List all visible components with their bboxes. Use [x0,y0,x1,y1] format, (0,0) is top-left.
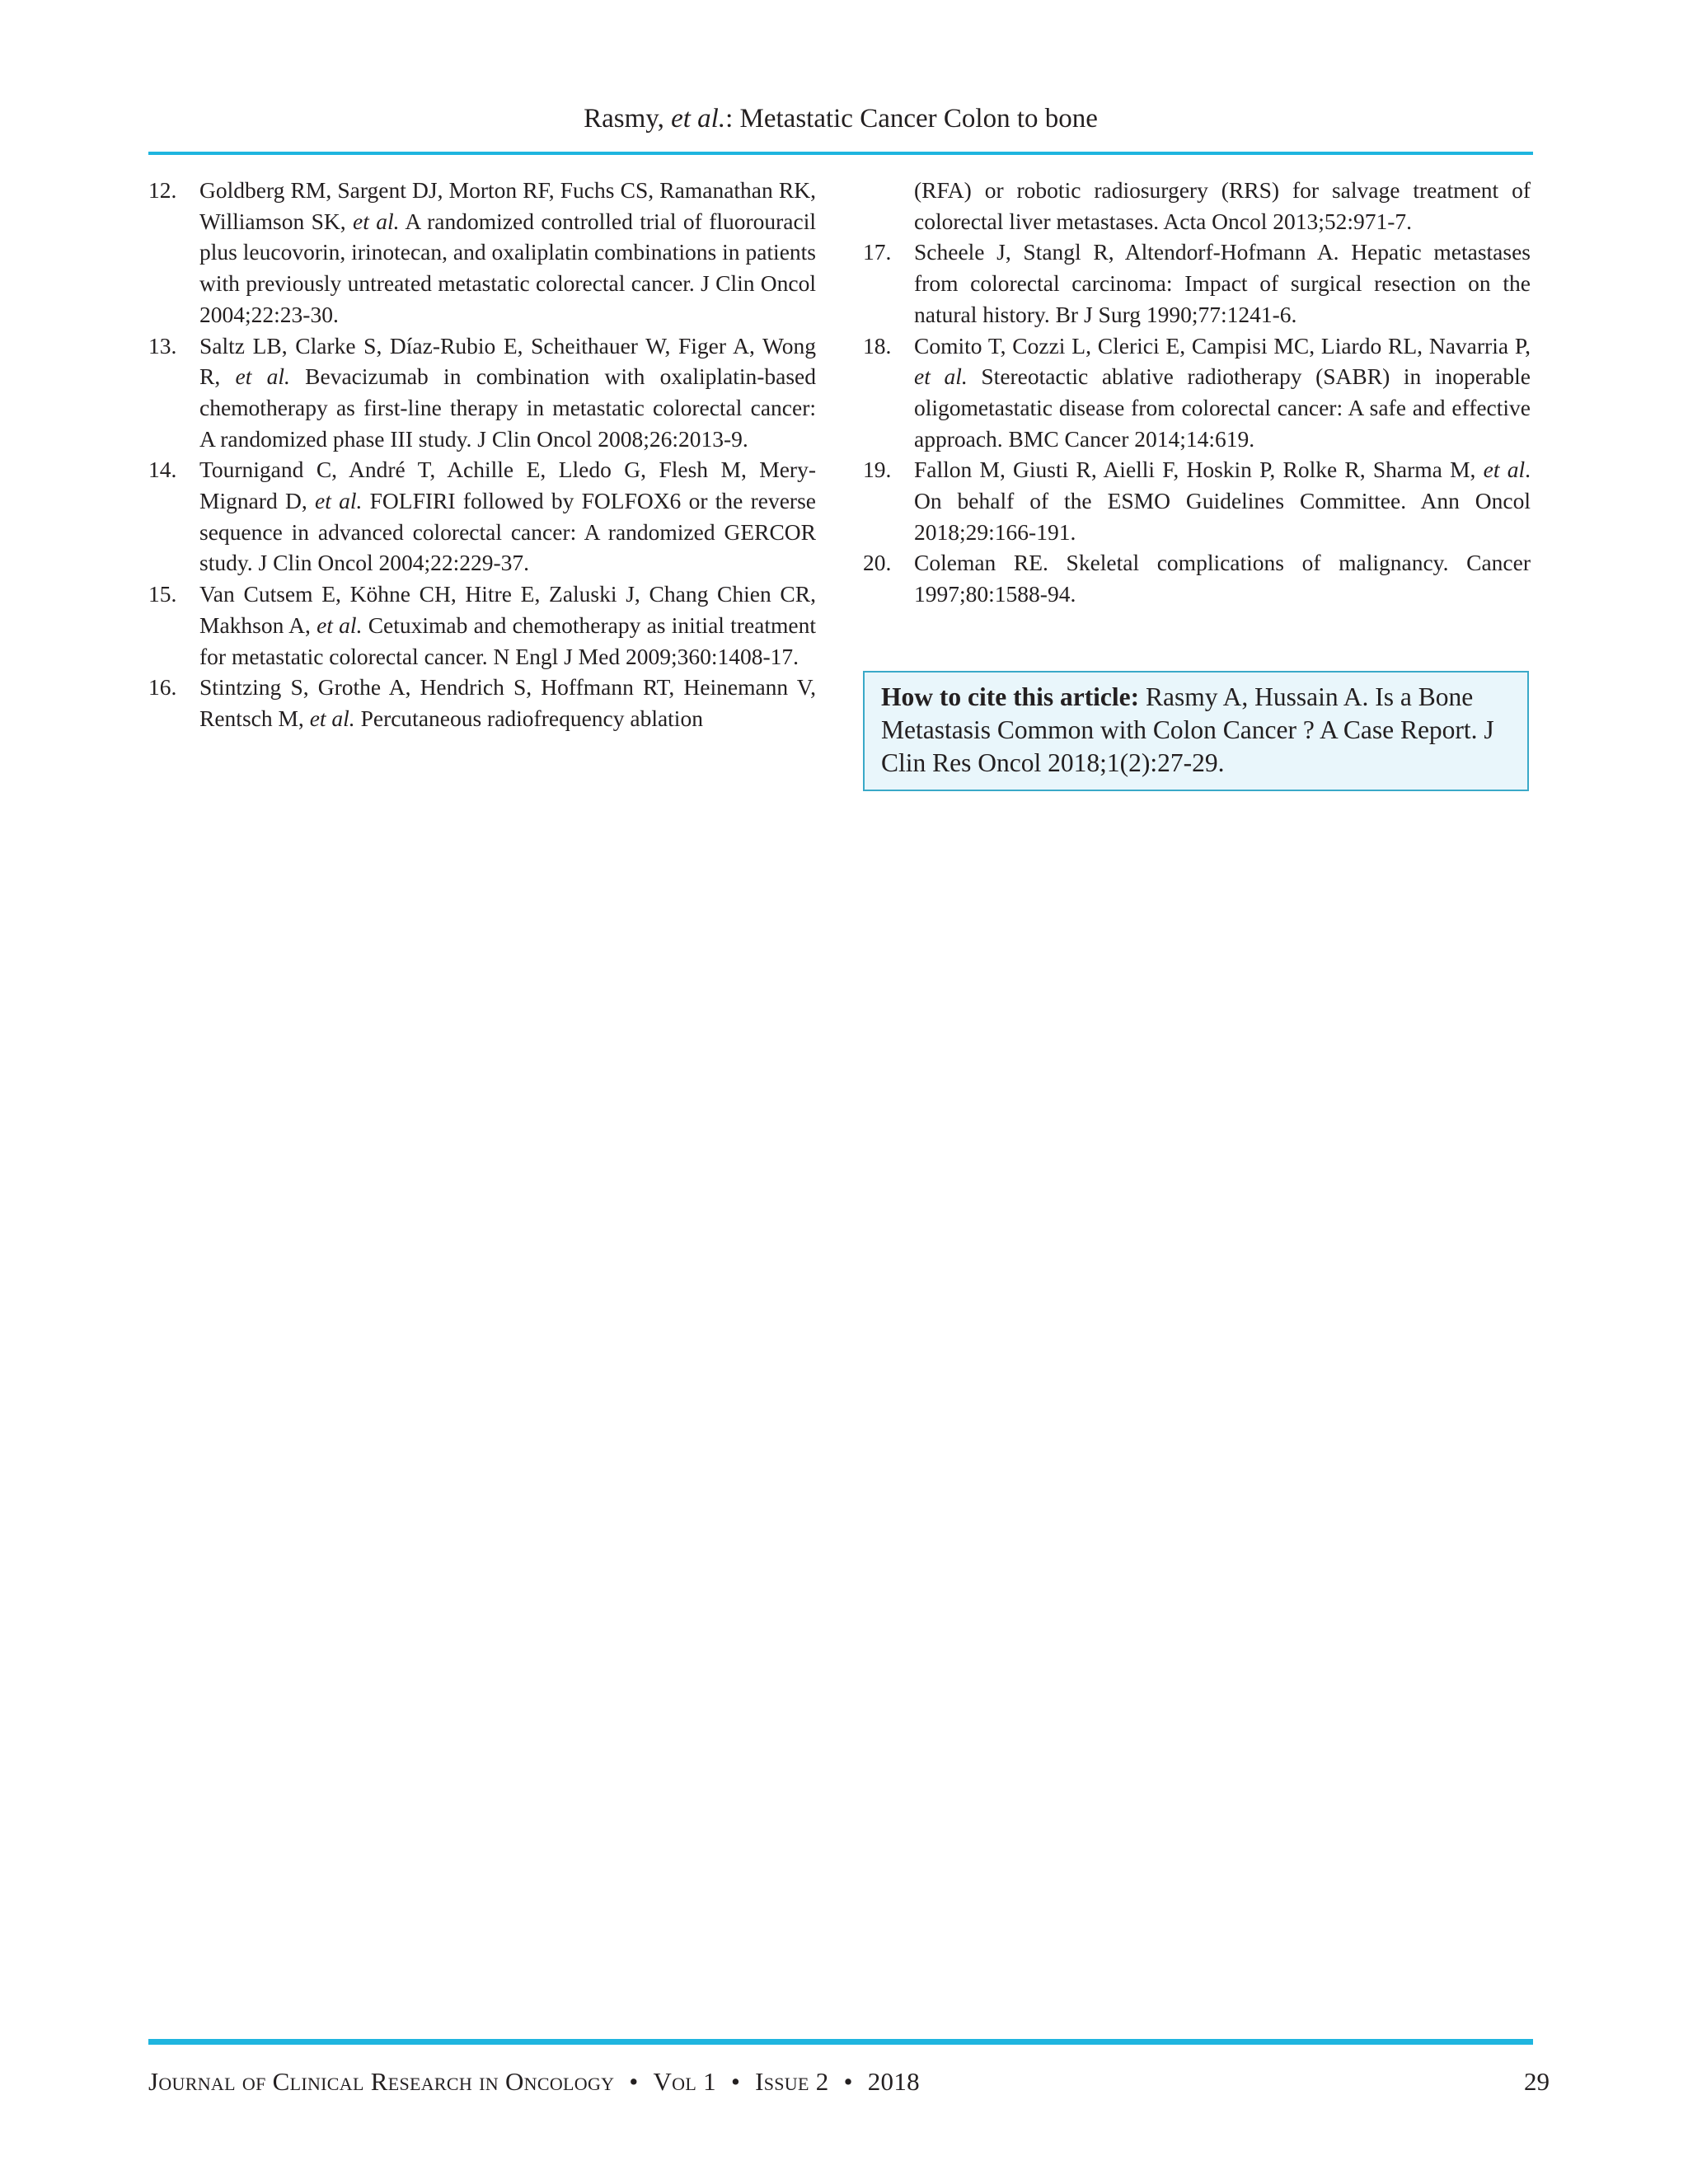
reference-etal: et al. [314,488,363,514]
footer-rule [148,2039,1533,2045]
reference-13 [148,330,816,455]
reference-etal: et al. [235,363,290,390]
reference-16-continuation [863,175,1531,237]
how-to-cite-box [863,671,1529,791]
reference-text: . On behalf of the ESMO Guidelines Committee. Ann Oncol 2018;29:166-191. [914,457,1531,545]
reference-text: Coleman RE. Skeletal complications of malignancy. Cancer 1997;80:1588-94. [914,550,1531,607]
reference-text: Bevacizumab in combination with oxaliplatin-based chemotherapy as first-line therapy in metastatic colorectal cancer: A randomized phase III study. J Clin Oncol 2008;26:2013-9. [199,363,816,452]
footer-bullet: • [730,2067,741,2096]
reference-text: A randomized controlled trial of fluorouracil plus leucovorin, irinotecan, and oxaliplatin combinations in patients with previously untreated metastatic colorectal cancer. J Clin Oncol 2004;22:23-30. [199,208,816,327]
reference-number: 13. [148,332,177,359]
header-etal: et al. [671,104,726,134]
reference-12 [148,175,816,330]
reference-etal: et al. [914,363,968,390]
reference-text: Comito T, Cozzi L, Clerici E, Campisi MC, Liardo RL, Navarria P, [914,332,1531,359]
reference-number: 12. [148,177,177,203]
footer-journal: Journal of Clinical Research in Oncology [148,2067,615,2096]
reference-etal: et al. [353,208,400,234]
header-title: : Metastatic Cancer Colon to bone [725,104,1098,134]
reference-number: 18. [863,332,892,359]
reference-number: 15. [148,581,177,607]
cite-label: How to cite this article: [881,682,1140,711]
reference-number: 20. [863,550,892,576]
reference-text: Cetuximab and chemotherapy as initial treatment for metastatic colorectal cancer. N Engl J Med 2009;360:1408-17. [199,612,816,669]
reference-19 [863,454,1531,547]
reference-text: Percutaneous radiofrequency ablation [354,705,703,731]
references-right-column [863,175,1531,610]
reference-text: (RFA) or robotic radiosurgery (RRS) for salvage treatment of colorectal liver metastases. Acta Oncol 2013;52:971-7. [914,177,1531,234]
reference-text: FOLFIRI followed by FOLFOX6 or the reverse sequence in advanced colorectal cancer: A randomized GERCOR study. J Clin Oncol 2004;22:229-37. [199,488,816,576]
running-header [148,104,1533,134]
cite-text: Rasmy A, Hussain A. Is a Bone Metastasis Common with Colon Cancer ? A Case Report. J Clin Res Oncol 2018;1(2):27-29. [881,682,1494,777]
reference-etal: et al. [309,705,355,731]
reference-number: 16. [148,674,177,701]
reference-text: Scheele J, Stangl R, Altendorf-Hofmann A. Hepatic metastases from colorectal carcinoma: Impact of surgical resection on the natural history. Br J Surg 1990;77:1241-6. [914,239,1531,327]
footer-year: 2018 [867,2067,920,2096]
reference-18 [863,330,1531,455]
reference-etal: et al [1483,457,1526,483]
footer-volume: Vol 1 [653,2067,716,2096]
footer-issue: Issue 2 [755,2067,829,2096]
reference-etal: et al. [316,612,363,638]
header-rule [148,152,1533,155]
footer [148,2067,920,2097]
reference-text: Stintzing S, Grothe A, Hendrich S, Hoffmann RT, Heinemann V, Rentsch M, [199,674,816,731]
reference-17 [863,237,1531,330]
reference-number: 19. [863,457,892,483]
reference-text: Saltz LB, Clarke S, Díaz-Rubio E, Scheithauer W, Figer A, Wong R, [199,332,816,390]
reference-15 [148,579,816,672]
reference-text: Fallon M, Giusti R, Aielli F, Hoskin P, Rolke R, Sharma M, [914,457,1484,483]
reference-text: Tournigand C, André T, Achille E, Lledo G, Flesh M, Mery-Mignard D, [199,457,816,514]
footer-bullet: • [843,2067,853,2096]
reference-number: 14. [148,457,177,483]
reference-text: Stereotactic ablative radiotherapy (SABR) in inoperable oligometastatic disease from colorectal cancer: A safe and effective approach. BMC Cancer 2014;14:619. [914,363,1531,452]
reference-text: Goldberg RM, Sargent DJ, Morton RF, Fuchs CS, Ramanathan RK, Williamson SK, [199,177,816,234]
reference-16 [148,672,816,733]
header-author: Rasmy, [584,104,672,134]
reference-20 [863,547,1531,609]
reference-text: Van Cutsem E, Köhne CH, Hitre E, Zaluski J, Chang Chien CR, Makhson A, [199,581,816,638]
page-number: 29 [1524,2067,1550,2096]
footer-bullet: • [629,2067,639,2096]
reference-number: 17. [863,239,892,265]
references-left-column [148,175,816,734]
reference-14 [148,454,816,579]
